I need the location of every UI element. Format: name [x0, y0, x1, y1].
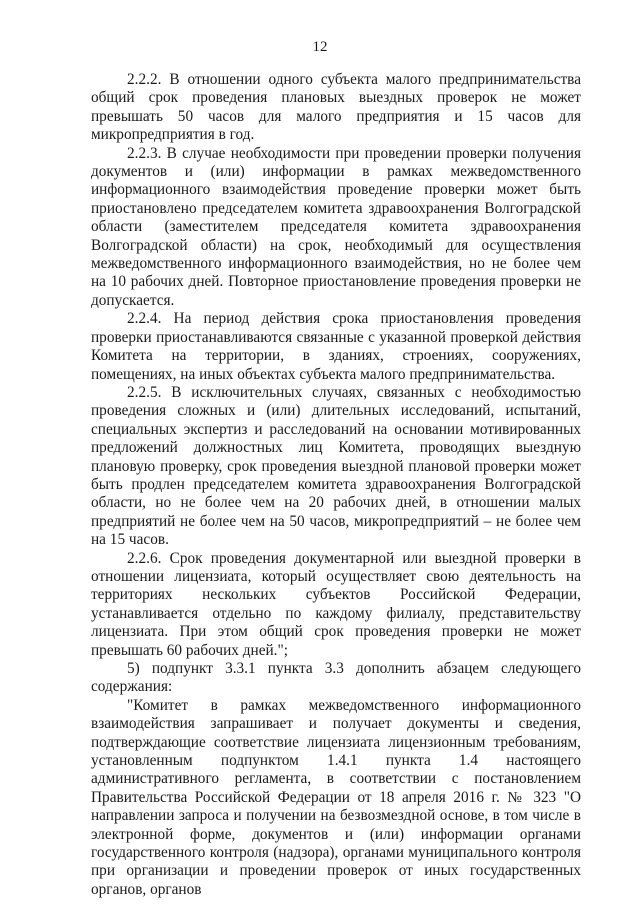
paragraph-item-5: 5) подпункт 3.3.1 пункта 3.3 дополнить абзацем следующего содержания:	[91, 660, 581, 696]
paragraph-quote: "Комитет в рамках межведомственного информационного взаимодействия запрашивает и получает документы и сведения, подтверждающие соответствие лицензиата лицензионным требованиям, установленным подпунктом 1.4.1 пункта 1.4 настоящего административного регламента, в соответствии с постановлением Правительства Российской Федерации от 18 апреля 2016 г. № 323 "О направлении запроса и получении на безвозмездной основе, в том числе в электронной форме, документов и (или) информации органами государственного контроля (надзора), органами муниципального контроля при организации и проведении проверок от иных государственных органов, органов	[91, 696, 581, 898]
paragraph-2-2-4: 2.2.4. На период действия срока приостановления проведения проверки приостанавливаются связанные с указанной проверкой действия Комитета на территории, в зданиях, строениях, сооружениях, помещениях, на иных объектах субъекта малого предпринимательства.	[91, 310, 581, 383]
paragraph-2-2-3: 2.2.3. В случае необходимости при проведении проверки получения документов и (или) информации в рамках межведомственного информационного взаимодействия проведение проверки может быть приостановлено председателем комитета здравоохранения Волгоградской области (заместителем председателя комитета здравоохранения Волгоградской области) на срок, необходимый для осуществления межведомственного информационного взаимодействия, но не более чем на 10 рабочих дней. Повторное приостановление проведения проверки не допускается.	[91, 144, 581, 309]
document-body	[91, 71, 581, 899]
paragraph-2-2-2: 2.2.2. В отношении одного субъекта малого предпринимательства общий срок проведения плановых выездных проверок не может превышать 50 часов для малого предприятия и 15 часов для микропредприятия в год.	[91, 71, 581, 144]
paragraph-2-2-6: 2.2.6. Срок проведения документарной или выездной проверки в отношении лицензиата, который осуществляет свою деятельность на территориях нескольких субъектов Российской Федерации, устанавливается отдельно по каждому филиалу, представительству лицензиата. При этом общий срок проведения проверки не может превышать 60 рабочих дней.";	[91, 549, 581, 659]
page-number: 12	[312, 39, 328, 55]
paragraph-2-2-5: 2.2.5. В исключительных случаях, связанных с необходимостью проведения сложных и (или) длительных исследований, испытаний, специальных экспертиз и расследований на основании мотивированных предложений должностных лиц Комитета, проводящих выездную плановую проверку, срок проведения выездной плановой проверки может быть продлен председателем комитета здравоохранения Волгоградской области, но не более чем на 20 рабочих дней, в отношении малых предприятий не более чем на 50 часов, микропредприятий – не более чем на 15 часов.	[91, 383, 581, 549]
